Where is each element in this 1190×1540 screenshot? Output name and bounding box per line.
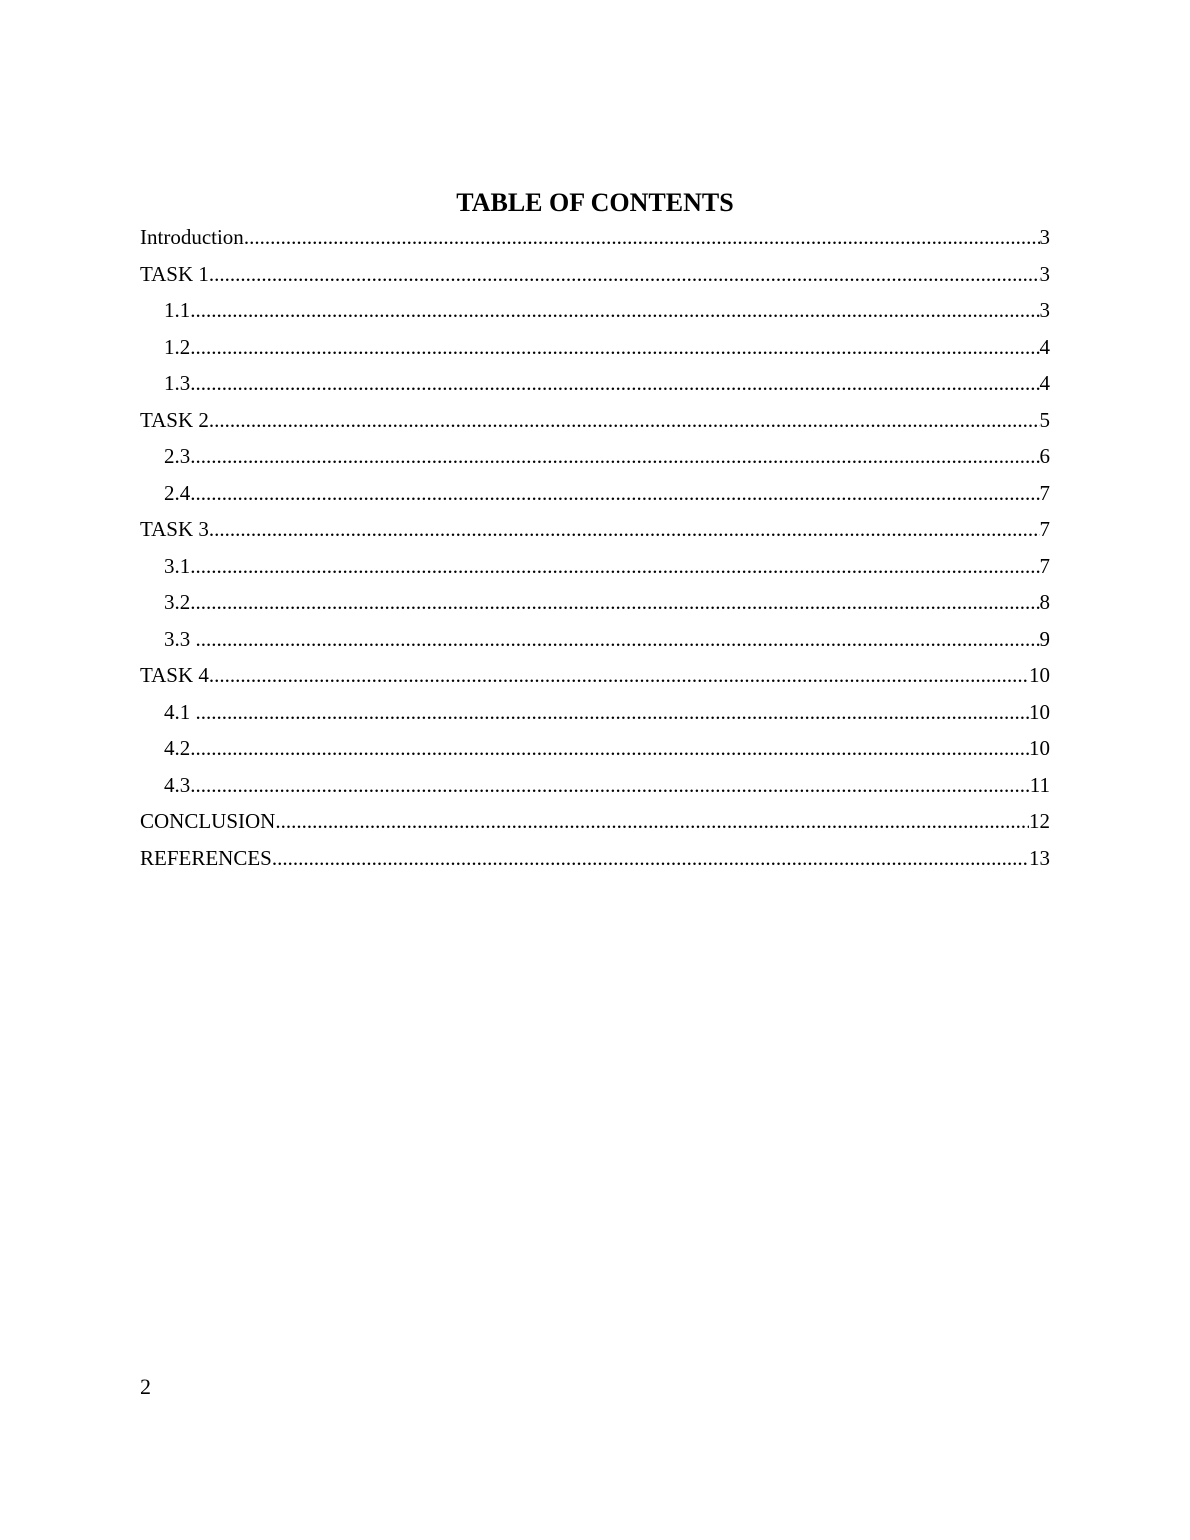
toc-entry[interactable] bbox=[140, 292, 1050, 329]
toc-entry-label: TASK 4 bbox=[140, 663, 209, 687]
toc-dot-leader bbox=[190, 584, 1039, 621]
toc-entry-label: 3.2 bbox=[164, 590, 191, 614]
toc-dot-leader bbox=[190, 548, 1039, 585]
toc-entry[interactable] bbox=[140, 730, 1050, 767]
toc-entry-page: 3 bbox=[1039, 261, 1050, 286]
toc-entry-label: 1.1 bbox=[164, 298, 191, 322]
toc-entry[interactable] bbox=[140, 219, 1050, 256]
toc-dot-leader bbox=[209, 402, 1040, 439]
toc-entry-page: 7 bbox=[1039, 517, 1050, 541]
toc-dot-leader bbox=[190, 329, 1039, 366]
toc-entry-label: 1.2 bbox=[164, 334, 191, 359]
toc-entry[interactable] bbox=[140, 511, 1050, 548]
toc-entry-page: 13 bbox=[1029, 845, 1050, 870]
toc-entry[interactable] bbox=[140, 840, 1050, 877]
toc-entry-page: 4 bbox=[1039, 371, 1050, 395]
toc-dot-leader bbox=[190, 365, 1039, 402]
toc-entry-label: REFERENCES bbox=[140, 845, 272, 870]
toc-entry[interactable] bbox=[140, 438, 1050, 475]
toc-entry[interactable] bbox=[140, 767, 1050, 804]
toc-entry-label: 2.3 bbox=[164, 444, 191, 468]
toc-dot-leader bbox=[190, 292, 1039, 329]
toc-entry-label: 4.3 bbox=[164, 772, 191, 797]
toc-dot-leader bbox=[196, 621, 1040, 658]
toc-entry-page: 6 bbox=[1039, 444, 1050, 468]
toc-entry-page: 3 bbox=[1039, 225, 1050, 249]
toc-entry-page: 10 bbox=[1029, 699, 1050, 724]
toc-entry-label: TASK 1 bbox=[140, 261, 209, 286]
toc-entry[interactable] bbox=[140, 329, 1050, 366]
toc-entry-label: 4.1 bbox=[164, 699, 196, 724]
table-of-contents bbox=[140, 219, 1050, 876]
toc-entry-label: Introduction bbox=[140, 225, 244, 249]
toc-entry-page: 10 bbox=[1029, 736, 1050, 760]
toc-dot-leader bbox=[275, 803, 1029, 840]
toc-entry-page: 7 bbox=[1039, 553, 1050, 578]
toc-entry-page: 3 bbox=[1039, 298, 1050, 322]
toc-entry[interactable] bbox=[140, 621, 1050, 658]
toc-entry-page: 10 bbox=[1029, 663, 1050, 687]
toc-entry-label: TASK 2 bbox=[140, 407, 209, 432]
toc-entry[interactable] bbox=[140, 657, 1050, 694]
toc-entry-page: 12 bbox=[1029, 809, 1050, 833]
toc-entry-label: 1.3 bbox=[164, 371, 191, 395]
toc-entry[interactable] bbox=[140, 803, 1050, 840]
toc-entry[interactable] bbox=[140, 365, 1050, 402]
toc-entry[interactable] bbox=[140, 475, 1050, 512]
page-title: TABLE OF CONTENTS bbox=[456, 188, 734, 217]
toc-entry-page: 7 bbox=[1039, 480, 1050, 505]
toc-entry-label: 3.1 bbox=[164, 553, 191, 578]
toc-dot-leader bbox=[272, 840, 1029, 877]
toc-entry-page: 8 bbox=[1039, 590, 1050, 614]
toc-entry[interactable] bbox=[140, 694, 1050, 731]
toc-entry-label: 3.3 bbox=[164, 626, 196, 651]
toc-entry[interactable] bbox=[140, 584, 1050, 621]
toc-entry-page: 9 bbox=[1039, 626, 1050, 651]
toc-entry[interactable] bbox=[140, 256, 1050, 293]
toc-entry-page: 5 bbox=[1039, 407, 1050, 432]
toc-entry-label: 2.4 bbox=[164, 480, 191, 505]
toc-entry-label: 4.2 bbox=[164, 736, 191, 760]
toc-entry-label: CONCLUSION bbox=[140, 809, 276, 833]
toc-dot-leader bbox=[196, 694, 1030, 731]
toc-dot-leader bbox=[190, 767, 1030, 804]
toc-dot-leader bbox=[209, 657, 1029, 694]
toc-entry-page: 4 bbox=[1039, 334, 1050, 359]
toc-dot-leader bbox=[190, 438, 1039, 475]
toc-dot-leader bbox=[190, 475, 1039, 512]
page-number: 2 bbox=[140, 1374, 151, 1399]
toc-dot-leader bbox=[209, 256, 1040, 293]
toc-dot-leader bbox=[190, 730, 1029, 767]
toc-entry[interactable] bbox=[140, 548, 1050, 585]
toc-dot-leader bbox=[209, 511, 1040, 548]
toc-entry-label: TASK 3 bbox=[140, 517, 209, 541]
toc-entry-page: 11 bbox=[1029, 772, 1050, 797]
toc-dot-leader bbox=[244, 219, 1040, 256]
toc-entry[interactable] bbox=[140, 402, 1050, 439]
